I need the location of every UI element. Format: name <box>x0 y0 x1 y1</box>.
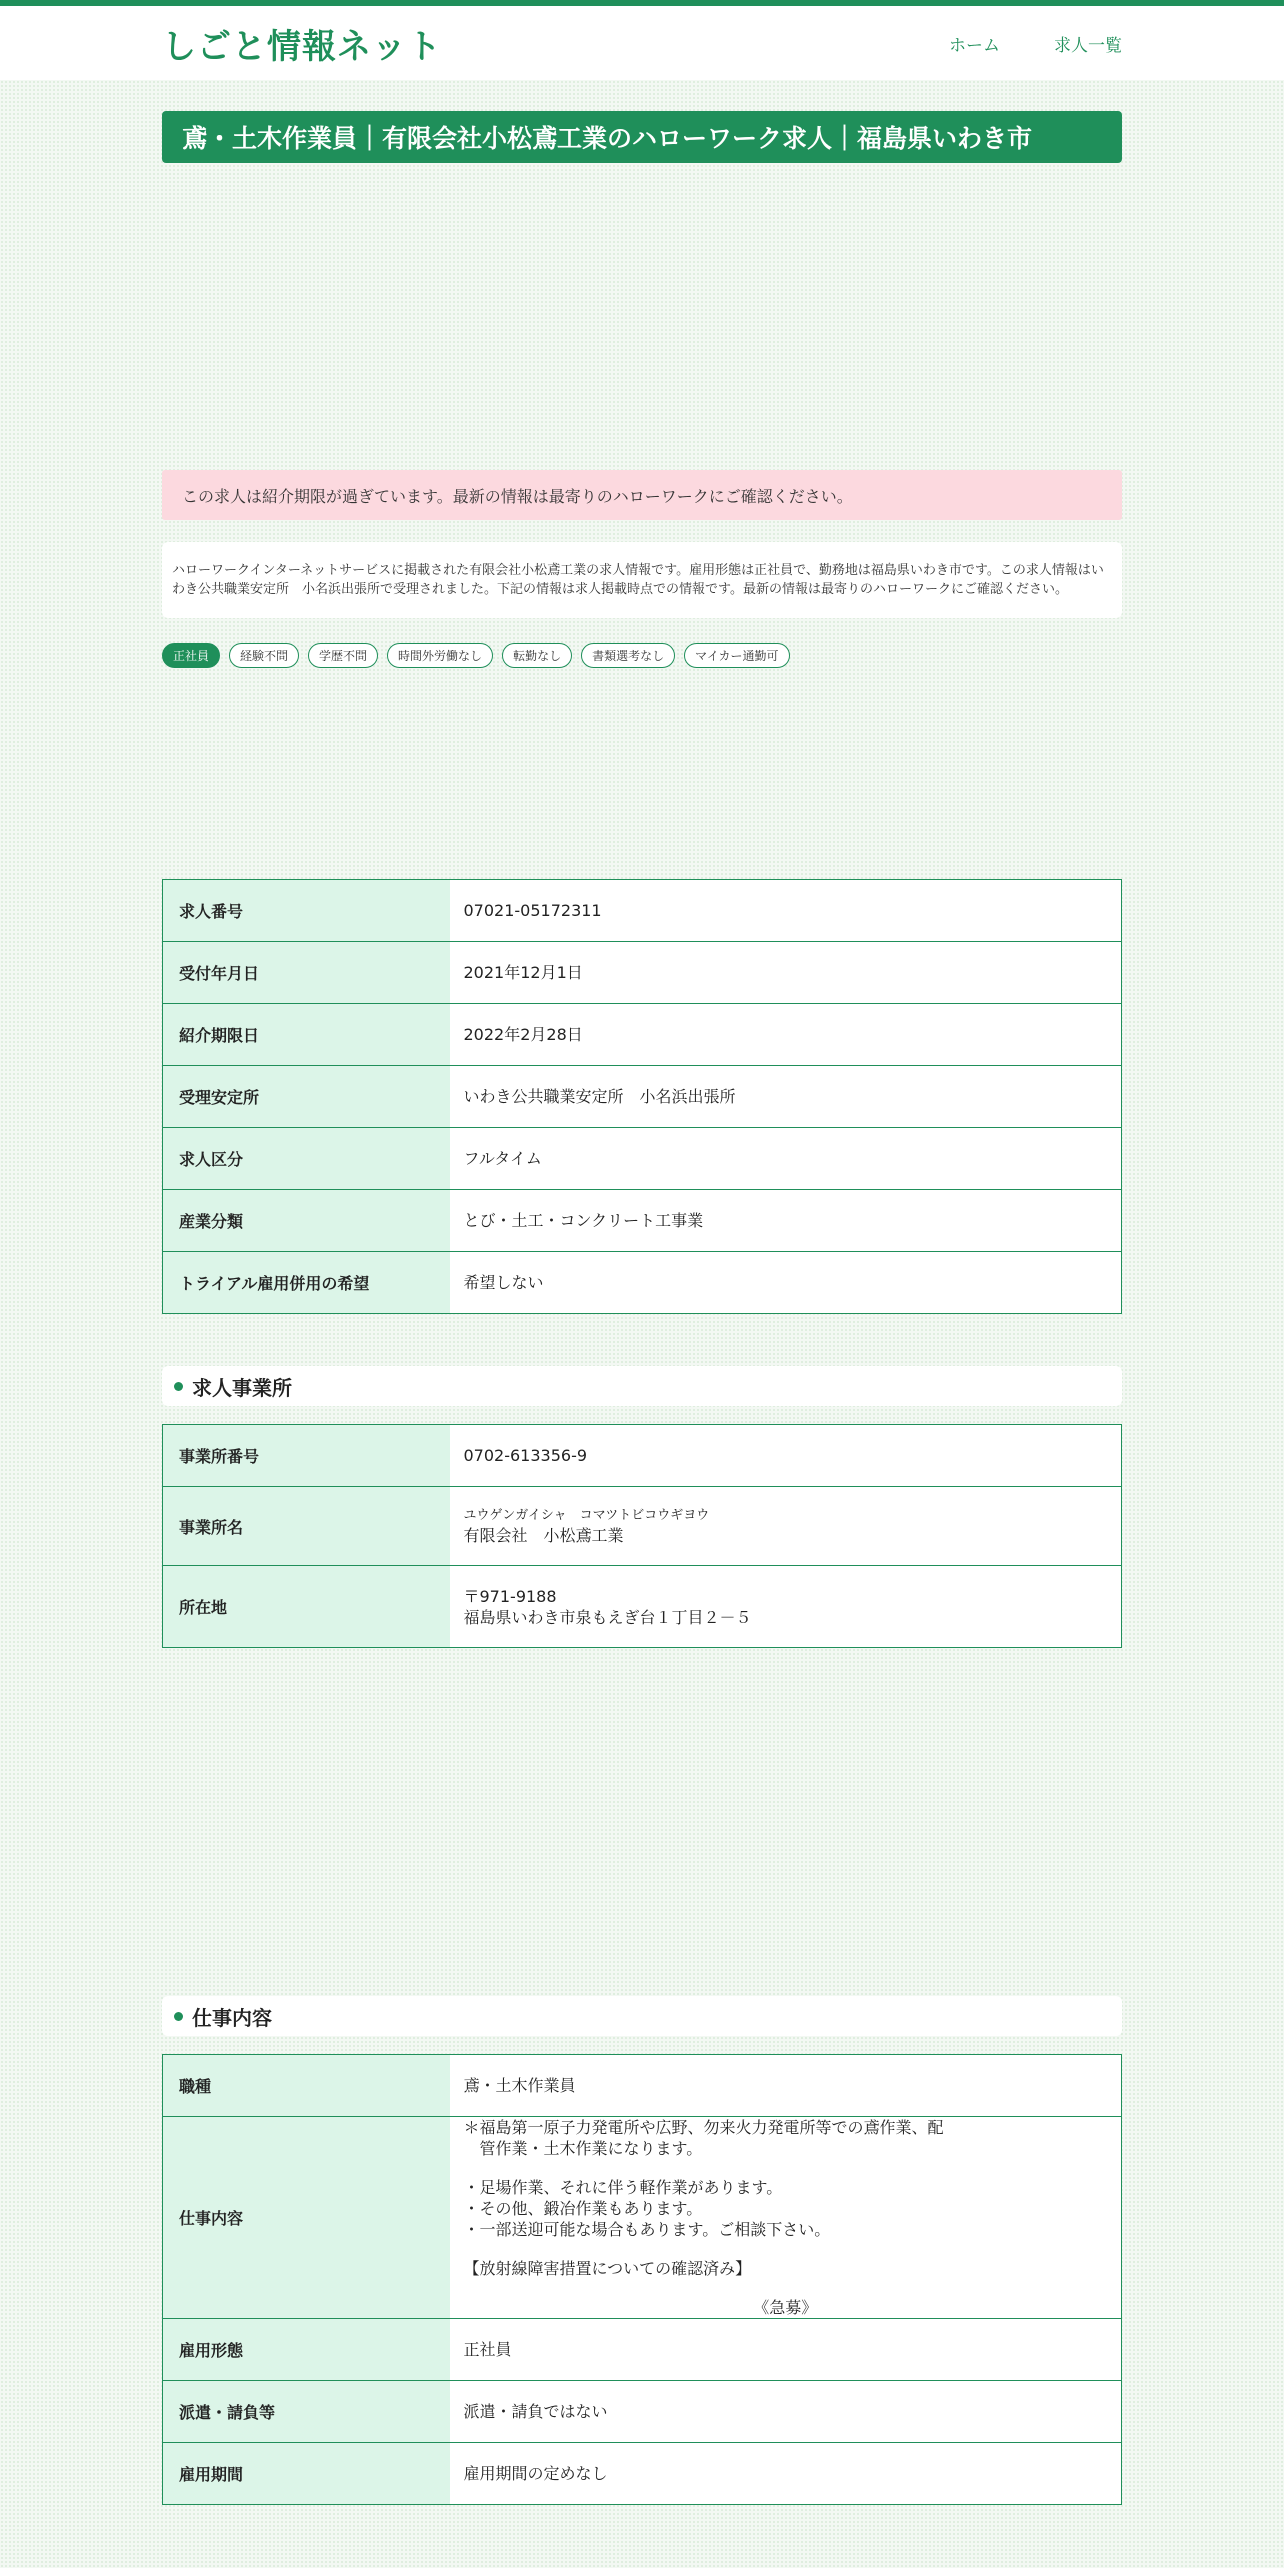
row-label: 派遣・請負等 <box>163 2381 450 2443</box>
row-label: 求人区分 <box>163 1128 450 1190</box>
employment-type-value: 正社員 <box>450 2319 1122 2381</box>
row-label: 雇用期間 <box>163 2443 450 2505</box>
description-line: ・その他、鍛冶作業もあります。 <box>463 2199 703 2218</box>
description-line: 《急募》 <box>753 2298 818 2317</box>
bullet-dot-icon <box>174 2012 183 2021</box>
row-label: 事業所番号 <box>163 1425 450 1487</box>
description-line: ・足場作業、それに伴う軽作業があります。 <box>463 2178 783 2197</box>
row-label: 職種 <box>163 2055 450 2117</box>
table-row <box>163 880 1122 942</box>
office-name-kana: ユウゲンガイシャ コマツトビコウギヨウ <box>463 1507 710 1523</box>
job-description <box>450 2117 1122 2319</box>
description-line: 【放射線障害措置についての確認済み】 <box>463 2259 752 2278</box>
table-row <box>163 1066 1122 1128</box>
table-row <box>163 2319 1122 2381</box>
section-heading-text: 仕事内容 <box>192 2005 272 2030</box>
row-value: いわき公共職業安定所 小名浜出張所 <box>450 1066 1122 1128</box>
row-label: 雇用形態 <box>163 2319 450 2381</box>
job-info-table <box>162 2054 1122 2505</box>
bullet-dot-icon <box>174 1382 183 1391</box>
section-heading-text: 求人事業所 <box>192 1375 292 1400</box>
tag-no-experience: 経験不問 <box>229 643 299 668</box>
table-row <box>163 2443 1122 2505</box>
section-heading-job <box>162 1996 1122 2036</box>
office-address-cell <box>450 1566 1122 1648</box>
page-title: 鳶・土木作業員｜有限会社小松鳶工業のハローワーク求人｜福島県いわき市 <box>162 111 1122 163</box>
employment-period-value: 雇用期間の定めなし <box>450 2443 1122 2505</box>
nav-job-list-link[interactable]: 求人一覧 <box>1054 35 1122 56</box>
row-value: 希望しない <box>450 1252 1122 1314</box>
table-row <box>163 2381 1122 2443</box>
office-address: 福島県いわき市泉もえぎ台１丁目２－５ <box>463 1607 752 1627</box>
tag-no-document-screening: 書類選考なし <box>581 643 675 668</box>
row-value: 2022年2月28日 <box>450 1004 1122 1066</box>
tag-fulltime-employee: 正社員 <box>162 643 220 668</box>
dispatch-value: 派遣・請負ではない <box>450 2381 1122 2443</box>
nav-home-link[interactable]: ホーム <box>949 35 1000 56</box>
row-value: フルタイム <box>450 1128 1122 1190</box>
ad-space <box>162 1648 1122 1996</box>
table-row <box>163 1425 1122 1487</box>
site-header <box>0 6 1284 80</box>
office-number: 0702-613356-9 <box>450 1425 1122 1487</box>
description-line: ＊福島第一原子力発電所や広野、勿来火力発電所等での鳶作業、配 <box>463 2118 944 2137</box>
site-logo[interactable]: しごと情報ネット <box>162 26 442 67</box>
ad-space <box>162 668 1122 879</box>
tag-no-education: 学歴不問 <box>308 643 378 668</box>
office-info-table <box>162 1424 1122 1648</box>
table-row <box>163 1487 1122 1566</box>
row-label: 求人番号 <box>163 880 450 942</box>
section-heading-office <box>162 1366 1122 1406</box>
intro-text: ハローワークインターネットサービスに掲載された有限会社小松鳶工業の求人情報です。雇用形態は正社員で、勤務地は福島県いわき市です。この求人情報はいわき公共職業安定所 小名浜出張所で受理されました。下記の情報は求人掲載時点での情報です。最新の情報は最寄りのハローワークにご確認ください。 <box>162 542 1122 618</box>
tag-car-commute-ok: マイカー通勤可 <box>684 643 789 668</box>
main-nav <box>949 31 1122 56</box>
office-name: 有限会社 小松鳶工業 <box>463 1525 624 1545</box>
table-row <box>163 942 1122 1004</box>
row-value: 2021年12月1日 <box>450 942 1122 1004</box>
row-label: 産業分類 <box>163 1190 450 1252</box>
expired-alert: この求人は紹介期限が過ぎています。最新の情報は最寄りのハローワークにご確認ください。 <box>162 470 1122 520</box>
row-label: トライアル雇用併用の希望 <box>163 1252 450 1314</box>
office-postal-code: 〒971-9188 <box>463 1586 557 1606</box>
row-label: 所在地 <box>163 1566 450 1648</box>
row-label: 紹介期限日 <box>163 1004 450 1066</box>
table-row <box>163 2117 1122 2319</box>
basic-info-table <box>162 879 1122 1314</box>
row-label: 受付年月日 <box>163 942 450 1004</box>
tag-no-transfer: 転勤なし <box>502 643 572 668</box>
row-label: 仕事内容 <box>163 2117 450 2319</box>
row-value: とび・土工・コンクリート工事業 <box>450 1190 1122 1252</box>
table-row <box>163 1004 1122 1066</box>
tag-no-overtime: 時間外労働なし <box>387 643 493 668</box>
description-line: ・一部送迎可能な場合もあります。ご相談下さい。 <box>463 2220 831 2239</box>
occupation-value: 鳶・土木作業員 <box>450 2055 1122 2117</box>
row-label: 事業所名 <box>163 1487 450 1566</box>
table-row <box>163 1128 1122 1190</box>
table-row <box>163 1190 1122 1252</box>
row-label: 受理安定所 <box>163 1066 450 1128</box>
table-row <box>163 1252 1122 1314</box>
description-line: 管作業・土木作業になります。 <box>463 2139 703 2158</box>
office-name-cell <box>450 1487 1122 1566</box>
ad-space <box>162 163 1122 470</box>
main-content <box>162 111 1122 2505</box>
table-row <box>163 2055 1122 2117</box>
row-value: 07021-05172311 <box>450 880 1122 942</box>
tag-list <box>162 643 1122 668</box>
table-row <box>163 1566 1122 1648</box>
